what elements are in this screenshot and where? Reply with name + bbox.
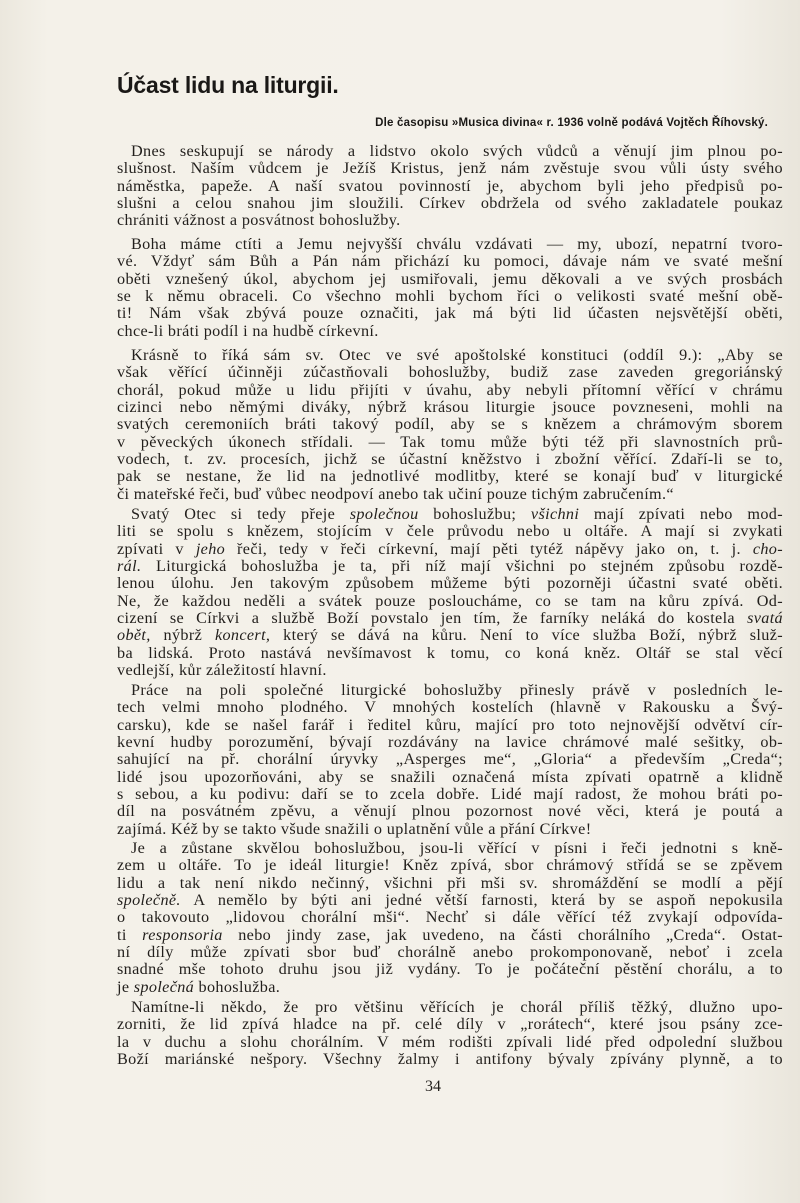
text-line: chrániti vážnost a posvátnost bohoslužby. (117, 211, 401, 230)
text-line: však věřící účinněji zúčastňovali bohoslužby, budiž zase zaveden gregoriánský (117, 363, 783, 382)
italic-text: rál. (117, 557, 142, 576)
text-line: cizinci nebo němými diváky, nýbrž krásou liturgie jsouce povzneseni, mohli na (117, 398, 783, 417)
text-span: je (117, 977, 134, 996)
article-byline: Dle časopisu »Musica divina« r. 1936 volně podává Vojtěch Říhovský. (375, 117, 768, 129)
paragraph (117, 347, 783, 503)
text-span: mají zpívati nebo mod- (579, 505, 783, 523)
text-line: zem u oltáře. To je ideál liturgie! Kněz zpívá, sbor chrámový střídá se se zpěvem (117, 856, 783, 875)
text-span: nebo jindy zase, jak uvedeno, na části chorálního „Creda“. Ostat- (222, 925, 783, 944)
italic-text: obět, (117, 626, 151, 645)
text-line (117, 541, 783, 558)
text-line: lidé jsou upozorňováni, aby se snažili označená místa zpívati opatrně a klidně (117, 767, 783, 786)
text-line: se k němu obraceli. Co všechno mohli bychom říci o velikosti svaté mešní obě- (117, 287, 783, 306)
text-line: ba lidská. Proto nastává nevšímavost k tomu, co koná kněz. Oltář se stal věcí (117, 643, 783, 662)
page-number: 34 (425, 1078, 441, 1095)
text-line: s sebou, a ku podivu: daří se to zcela dobře. Lidé mají radost, že mohou bráti po- (117, 785, 783, 804)
text-span: A nemělo by býti ani jedné větší farnosti, která by se aspoň nepokusila (180, 891, 783, 910)
text-line: sahující na př. chorální úryvky „Asperges me“, „Gloria“ a především „Creda“; (117, 750, 783, 769)
article-title: Účast lidu na liturgii. (117, 72, 339, 98)
text-line: kevní hudby porozumění, bývají rozdávány na lavice chrámové malé sešitky, ob- (117, 733, 783, 752)
text-line: o takovouto „lidovou chorální mši“. Nechť si dále věřící též zvykají odpovída- (117, 908, 783, 927)
italic-text: responsoria (142, 925, 223, 944)
text-line: slušnost. Naším vůdcem je Ježíš Kristus, jenž nám zvěstuje svou vůli ústy svého (117, 159, 783, 178)
text-line: carsku), kde se našel farář i ředitel kůru, mající pro toto nejnovější odvětví cír- (117, 715, 783, 734)
text-line (117, 892, 783, 909)
text-line: la v duchu a slohu chorálním. V mém rodišti zpívali lidé před odpolední službou (117, 1032, 783, 1051)
italic-text: společně. (117, 891, 181, 910)
text-line (117, 558, 783, 575)
text-line: chce-li bráti podíl i na hudbě církevní. (117, 321, 379, 340)
text-line: ní díly může zpívati sbor buď chorálně anebo prokomponovaně, neboť i zcela (117, 943, 783, 962)
text-line: zajímá. Kéž by se takto všude snažili o uplatnění vůle a přání Církve! (117, 819, 592, 838)
text-line: vedlejší, kůr záležitostí hlavní. (117, 661, 327, 680)
text-line: lidu a tak není nikdo nečinný, všichni při mši sv. shromáždění se modlí a pějí (117, 873, 783, 892)
text-line: Boha máme ctíti a Jemu nejvyšší chválu vzdávati — my, ubozí, nepatrní tvoro- (131, 235, 783, 253)
text-line: pak se nestane, že lid na jednotlivé modlitby, které se konají buď v liturgické (117, 467, 783, 486)
text-span: Liturgická bohoslužba je ta, při níž mají všichni po stejném způsobu rozdě- (141, 557, 783, 576)
paragraph (117, 999, 783, 1068)
text-span: cizení se Církvi a službě Boží povstalo jen tím, že farníky neláká do kostela (117, 609, 748, 628)
italic-text: koncert, (214, 626, 271, 645)
text-line: oběti vznešený úkol, abychom jej usmiřovali, jemu děkovali a ve svých prosbách (117, 269, 783, 288)
paragraph (117, 236, 783, 340)
italic-text: jeho (195, 539, 226, 558)
text-line: Ne, že každou neděli a svátek pouze posloucháme, co se tam na kůru zpívá. Od- (117, 591, 783, 610)
paragraph (117, 682, 783, 838)
text-line: tech velmi mnoho plodného. V mnohých kostelích (hlavně v Rakousku a Švý- (117, 698, 783, 717)
text-span: Svatý Otec si tedy přeje (131, 505, 350, 523)
text-line: Namítne-li někdo, že pro většinu věřících je chorál příliš těžký, dlužno upo- (131, 998, 783, 1016)
text-line: slušni a celou snahou jim sloužili. Církev obdržela od svého zakladatele poukaz (117, 194, 783, 213)
italic-text: svatá (747, 609, 783, 628)
text-line: Je a zůstane skvělou bohoslužbou, jsou-li věřící v písni i řeči jednotni s kně- (131, 839, 783, 857)
text-line: v pěveckých úkonech střídali. — Tak tomu může býti též při slavnostních prů- (117, 432, 783, 451)
italic-text: všichni (530, 505, 580, 523)
italic-text: společnou (349, 505, 419, 523)
text-line: lenou úlohu. Jen takovým způsobem můžeme býti pozorněji účastni svaté oběti. (117, 574, 783, 593)
text-line: či mateřské řeči, buď vůbec neodpoví anebo tak učiní pouze tichým zabručením.“ (117, 484, 674, 503)
text-line (117, 610, 783, 627)
paragraph (117, 840, 783, 996)
text-span: ti (117, 925, 143, 944)
text-span: bohoslužbu; (418, 505, 531, 523)
text-line (117, 927, 783, 944)
paragraph (117, 143, 783, 230)
text-line (117, 979, 783, 996)
text-line: Práce na poli společné liturgické bohoslužby přinesly právě v posledních le- (131, 681, 783, 699)
text-line (117, 627, 783, 644)
text-line: chorál, pokud může u lidu přijíti v úvahu, aby nebyli přítomní věřící v chrámu (117, 380, 783, 399)
text-line: svatých ceremoniích bráti takový podíl, aby se s knězem a chrámovým sborem (117, 415, 783, 434)
text-line: Dnes seskupují se národy a lidstvo okolo svých vůdců a věnují jim plnou po- (131, 142, 783, 160)
text-line: zorniti, že lid zpívá hladce na př. celé díly v „rorátech“, které jsou psány zce- (117, 1015, 783, 1034)
text-span: který se dává na kůru. Není to více služba Boží, nýbrž služ- (270, 626, 783, 645)
text-span: zpívati v (117, 539, 196, 558)
text-line: ti! Nám však zbývá pouze označiti, jak má býti lid účasten nejsvětější oběti, (117, 304, 783, 323)
text-line: Krásně to říká sám sv. Otec ve své apoštolské konstituci (oddíl 9.): „Aby se (131, 346, 783, 364)
italic-text: cho- (752, 539, 783, 558)
text-line: Boží mariánské nešpory. Všechny žalmy i antifony bývaly zpívány plynně, a to (117, 1050, 783, 1069)
text-line: snadné mše tohoto druhu jsou již vydány. To je počáteční pěstění chorálu, a to (117, 960, 783, 979)
text-line: vé. Vždyť sám Bůh a Pán nám přichází ku pomoci, dávaje nám ve svaté mešní (117, 252, 783, 271)
text-line: vodech, t. zv. procesích, jichž se účastní kněžstvo i zbožní věřící. Zdaří-li se to, (117, 450, 783, 469)
text-line (117, 506, 783, 523)
paragraph (117, 506, 783, 679)
text-span: bohoslužba. (194, 977, 281, 996)
text-line: náměstka, papeže. A naší svatou povinností je, abychom byli jeho předpisů po- (117, 176, 783, 195)
text-span: řeči, tedy v řeči církevní, mají pěti tytéž nápěvy jako on, t. j. (225, 539, 753, 558)
italic-text: společná (133, 977, 195, 996)
text-line: díl na posvátném zpěvu, a věnují plnou pozornost nové věci, která je poutá a (117, 802, 783, 821)
text-line: liti se spolu s knězem, stojícím v čele průvodu nebo u oltáře. A mají si zvykati (117, 522, 783, 541)
text-span: nýbrž (150, 626, 215, 645)
